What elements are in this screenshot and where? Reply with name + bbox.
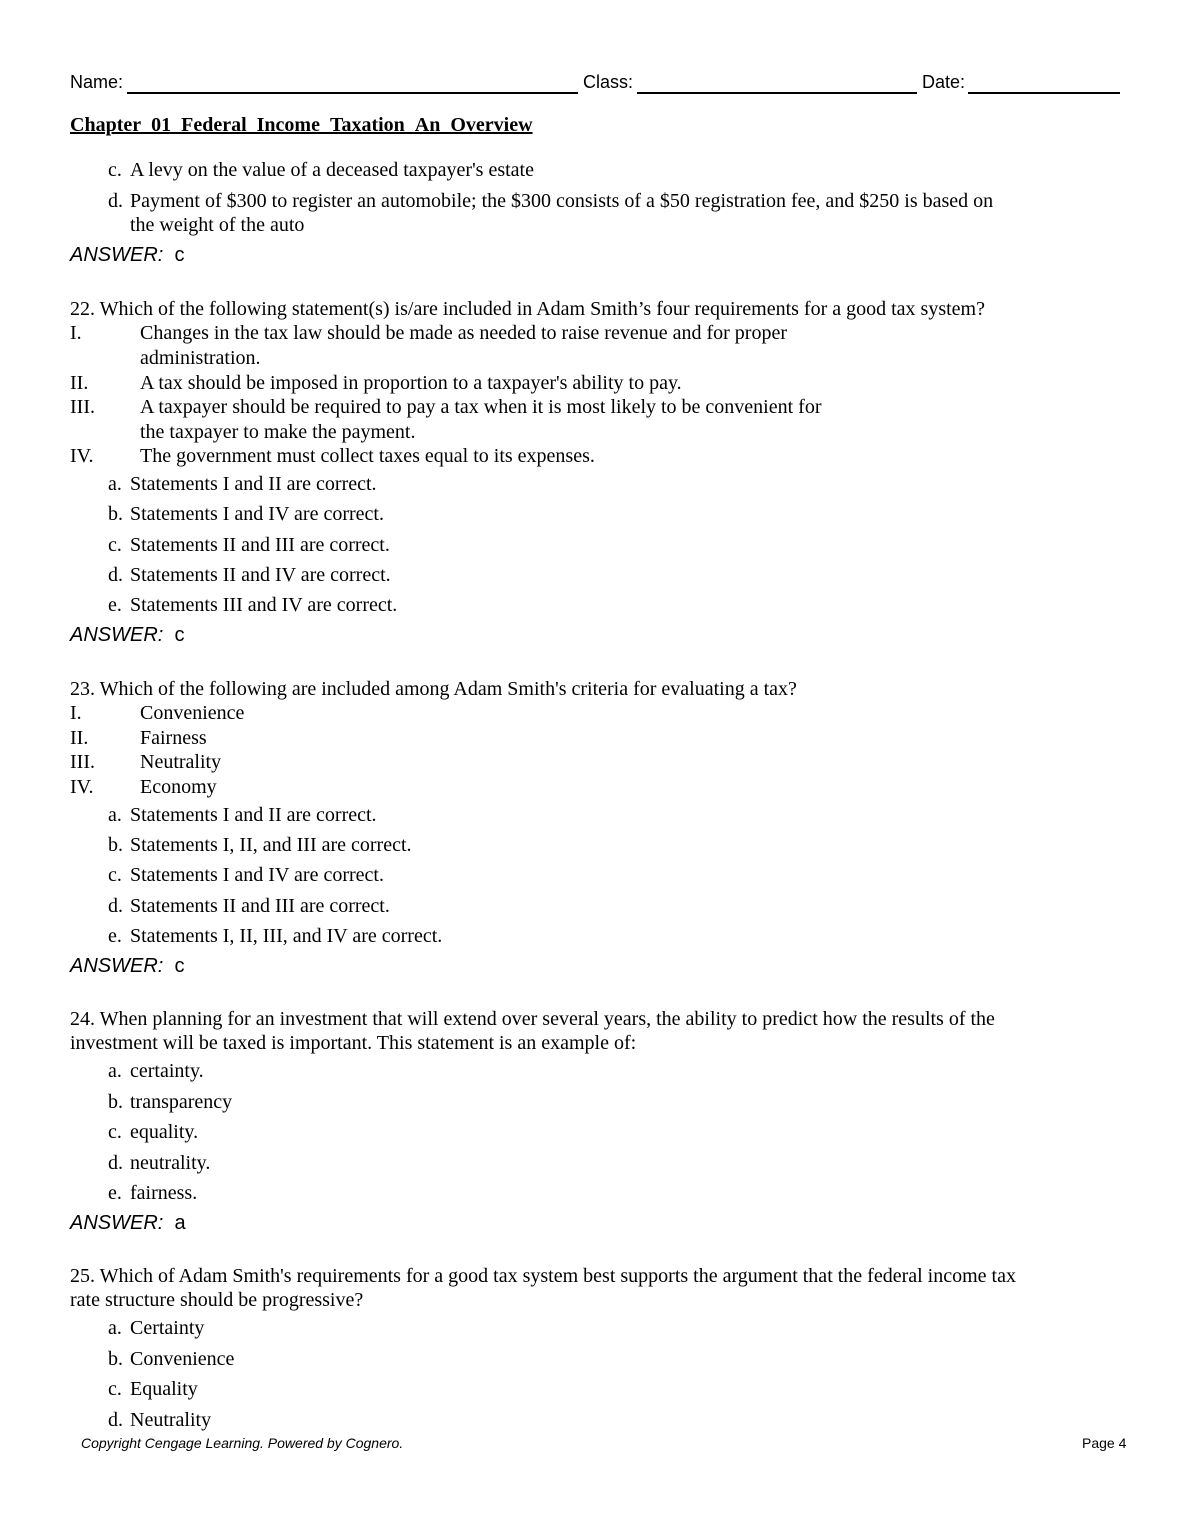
q22-option-letter: d. <box>108 564 123 586</box>
q25-option-text: Convenience <box>130 1348 235 1370</box>
q24-stem: 24. When planning for an investment that will extend over several years, the ability to predict how the results of the <box>70 1008 995 1030</box>
q23-option-text: Statements I, II, III, and IV are correct. <box>130 925 443 947</box>
q23-option-text: Statements I and IV are correct. <box>130 864 384 886</box>
answer-label: ANSWER: <box>70 955 164 977</box>
q23-statement-text: Economy <box>140 776 217 798</box>
q22-statement-text-cont: the taxpayer to make the payment. <box>140 421 416 443</box>
q24-stem-cont: investment will be taxed is important. This statement is an example of: <box>70 1032 637 1054</box>
answer-value: c <box>174 624 185 646</box>
q22-statement-num: I. <box>70 322 82 344</box>
q23-statement-num: III. <box>70 751 95 773</box>
q22-statement-num: IV. <box>70 445 94 467</box>
answer-value: a <box>174 1212 186 1234</box>
answer-label: ANSWER: <box>70 1212 164 1234</box>
q25-stem-cont: rate structure should be progressive? <box>70 1289 364 1311</box>
q23-option-text: Statements I and II are correct. <box>130 804 377 826</box>
answer-value: c <box>174 244 185 266</box>
q23-option-letter: e. <box>108 925 122 947</box>
q22-option-text: Statements III and IV are correct. <box>130 594 398 616</box>
q23-statement-text: Neutrality <box>140 751 222 773</box>
answer-label: ANSWER: <box>70 624 164 646</box>
q22-statement-text: Changes in the tax law should be made as needed to raise revenue and for proper <box>140 322 787 344</box>
q21-option-letter: c. <box>108 159 122 181</box>
q23-statement-text: Convenience <box>140 702 245 724</box>
q25-stem: 25. Which of Adam Smith's requirements for a good tax system best supports the argument that the federal income tax <box>70 1265 1016 1287</box>
q23-option-letter: d. <box>108 895 123 917</box>
name-blank-line <box>127 92 578 94</box>
q23-option-letter: b. <box>108 834 123 856</box>
q23-statement-num: I. <box>70 702 82 724</box>
q22-option-letter: b. <box>108 503 123 525</box>
q22-option-text: Statements I and IV are correct. <box>130 503 384 525</box>
q22-answer <box>70 623 184 647</box>
q24-option-text: equality. <box>130 1121 199 1143</box>
q23-stem: 23. Which of the following are included among Adam Smith's criteria for evaluating a tax? <box>70 678 797 700</box>
q25-option-letter: a. <box>108 1317 122 1339</box>
q25-option-text: Equality <box>130 1378 198 1400</box>
class-blank-line <box>637 92 917 94</box>
q22-option-text: Statements II and IV are correct. <box>130 564 391 586</box>
q22-stem: 22. Which of the following statement(s) is/are included in Adam Smith’s four requirements for a good tax system? <box>70 298 985 320</box>
q24-option-letter: b. <box>108 1091 123 1113</box>
q22-statement-text: A tax should be imposed in proportion to a taxpayer's ability to pay. <box>140 372 682 394</box>
q23-option-letter: a. <box>108 804 122 826</box>
q24-option-letter: a. <box>108 1060 122 1082</box>
q25-option-text: Neutrality <box>130 1409 212 1431</box>
q21-option-c-text: A levy on the value of a deceased taxpayer's estate <box>130 159 534 181</box>
q23-statement-text: Fairness <box>140 727 207 749</box>
q25-option-letter: c. <box>108 1378 122 1400</box>
class-label: Class: <box>583 72 634 92</box>
q21-answer <box>70 243 184 267</box>
q22-statement-text: A taxpayer should be required to pay a tax when it is most likely to be convenient for <box>140 396 822 418</box>
q23-option-text: Statements I, II, and III are correct. <box>130 834 412 856</box>
q25-option-letter: d. <box>108 1409 123 1431</box>
q22-option-text: Statements II and III are correct. <box>130 534 390 556</box>
q22-statement-num: II. <box>70 372 89 394</box>
date-label: Date: <box>922 72 966 92</box>
q23-option-letter: c. <box>108 864 122 886</box>
footer-page-number: Page 4 <box>1082 1435 1127 1451</box>
q23-option-text: Statements II and III are correct. <box>130 895 390 917</box>
answer-value: c <box>174 955 185 977</box>
q24-option-letter: d. <box>108 1152 123 1174</box>
q24-option-text: neutrality. <box>130 1152 211 1174</box>
q24-option-text: transparency <box>130 1091 233 1113</box>
footer-copyright: Copyright Cengage Learning. Powered by Cognero. <box>81 1435 404 1451</box>
q25-option-text: Certainty <box>130 1317 205 1339</box>
q22-statement-text: The government must collect taxes equal to its expenses. <box>140 445 595 467</box>
q24-option-letter: c. <box>108 1121 122 1143</box>
q25-option-letter: b. <box>108 1348 123 1370</box>
q21-option-d-text: Payment of $300 to register an automobile; the $300 consists of a $50 registration fee, and $250 is based on <box>130 190 994 212</box>
q21-option-letter: d. <box>108 190 123 212</box>
q22-option-letter: c. <box>108 534 122 556</box>
q24-option-text: certainty. <box>130 1060 204 1082</box>
q24-option-letter: e. <box>108 1182 122 1204</box>
q22-statement-num: III. <box>70 396 95 418</box>
q22-option-letter: e. <box>108 594 122 616</box>
q22-statement-text-cont: administration. <box>140 347 261 369</box>
answer-label: ANSWER: <box>70 244 164 266</box>
date-blank-line <box>968 92 1120 94</box>
q22-option-text: Statements I and II are correct. <box>130 473 377 495</box>
q22-option-letter: a. <box>108 473 122 495</box>
q21-option-d-text-cont: the weight of the auto <box>130 214 305 236</box>
q23-statement-num: II. <box>70 727 89 749</box>
q23-statement-num: IV. <box>70 776 94 798</box>
q24-answer <box>70 1211 186 1235</box>
q23-answer <box>70 954 184 978</box>
chapter-title: Chapter_01_Federal_Income_Taxation_An_Overview <box>70 114 533 136</box>
q24-option-text: fairness. <box>130 1182 198 1204</box>
name-label: Name: <box>70 72 124 92</box>
